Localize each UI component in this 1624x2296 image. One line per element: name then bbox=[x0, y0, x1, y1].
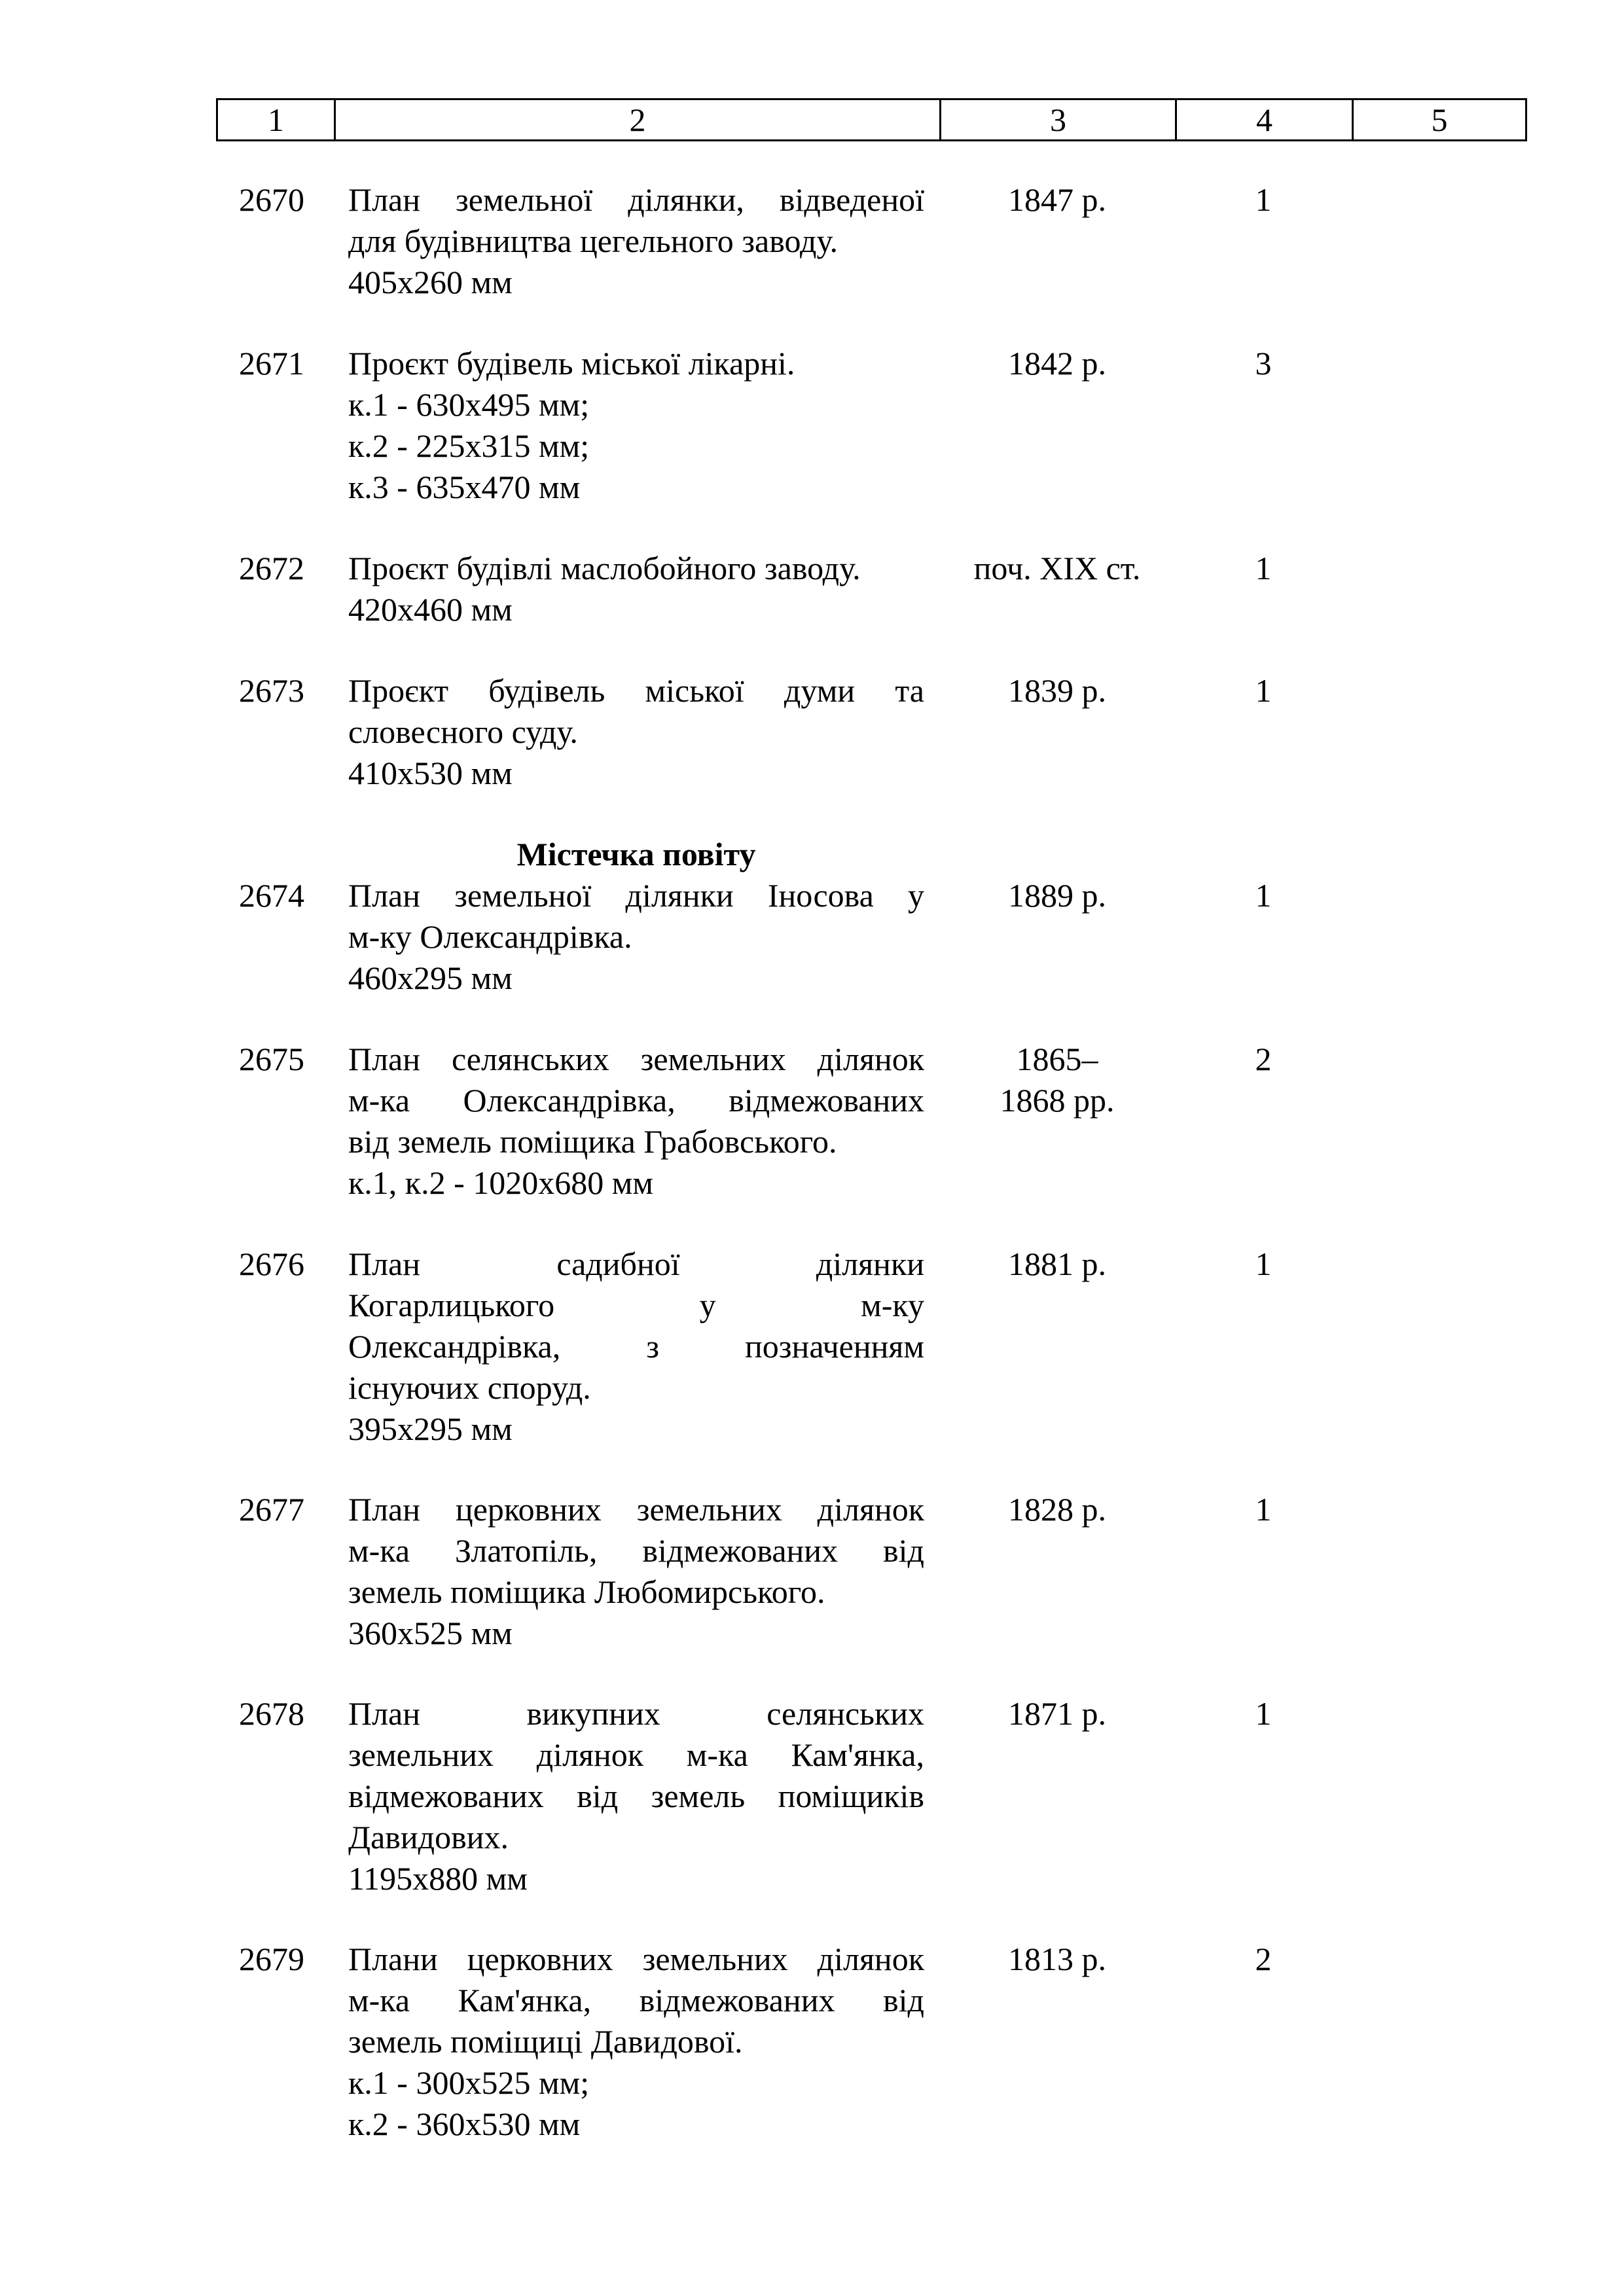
record-description-line: к.1 - 630х495 мм; bbox=[348, 386, 590, 423]
column-header-3: 3 bbox=[941, 99, 1176, 141]
record-date-line: 1813 р. bbox=[1008, 1941, 1106, 1977]
record-description-line: 460х295 мм bbox=[348, 960, 513, 996]
record-quantity: 1 bbox=[1255, 1491, 1272, 1528]
column-header-2: 2 bbox=[335, 99, 941, 141]
record-date bbox=[936, 1939, 1178, 1980]
record-date bbox=[936, 548, 1178, 589]
record-number: 2670 bbox=[239, 181, 304, 218]
section-heading: Містечка повіту bbox=[516, 836, 756, 872]
record-description-line: План садибної ділянки bbox=[348, 1246, 924, 1282]
record-date bbox=[936, 343, 1178, 384]
record-number: 2677 bbox=[239, 1491, 304, 1528]
record-date bbox=[936, 1693, 1178, 1734]
record-description-line: к.1, к.2 - 1020х680 мм bbox=[348, 1164, 654, 1201]
record-number: 2673 bbox=[239, 672, 304, 709]
record-description-line: Проєкт будівель міської лікарні. bbox=[348, 345, 795, 382]
column-header-1: 1 bbox=[217, 99, 335, 141]
record-number: 2674 bbox=[239, 877, 304, 914]
record-description-line: земельних ділянок м-ка Кам'янка, bbox=[348, 1736, 924, 1773]
record-date bbox=[936, 179, 1178, 221]
record-quantity: 2 bbox=[1255, 1041, 1272, 1077]
record-date-line: 1865– bbox=[1016, 1041, 1098, 1077]
record-description-line: План земельної ділянки Іносова у bbox=[348, 877, 924, 914]
record-description-line: Проєкт будівель міської думи та bbox=[348, 672, 924, 709]
record-quantity: 1 bbox=[1255, 181, 1272, 218]
record-description-line: м-ка Олександрівка, відмежованих bbox=[348, 1082, 924, 1119]
record-number: 2672 bbox=[239, 550, 304, 586]
record-description-line: 360х525 мм bbox=[348, 1615, 513, 1651]
record-date-line: 1842 р. bbox=[1008, 345, 1106, 382]
record-quantity: 3 bbox=[1255, 345, 1272, 382]
record-date bbox=[936, 670, 1178, 711]
record-quantity: 1 bbox=[1255, 672, 1272, 709]
record-description-line: Когарлицького у м-ку bbox=[348, 1287, 924, 1323]
record-description bbox=[348, 1489, 924, 1654]
record-date-line: 1828 р. bbox=[1008, 1491, 1106, 1528]
column-header-4: 4 bbox=[1176, 99, 1353, 141]
record-description bbox=[348, 1039, 924, 1204]
record-quantity: 1 bbox=[1255, 1246, 1272, 1282]
record-description-line: к.2 - 225х315 мм; bbox=[348, 427, 590, 464]
record-description-line: м-ку Олександрівка. bbox=[348, 918, 632, 955]
record-number: 2675 bbox=[239, 1041, 304, 1077]
record-quantity: 1 bbox=[1255, 877, 1272, 914]
record-description-line: План церковних земельних ділянок bbox=[348, 1491, 924, 1528]
record-description bbox=[348, 875, 924, 999]
record-date-line: 1881 р. bbox=[1008, 1246, 1106, 1282]
record-description-line: к.2 - 360х530 мм bbox=[348, 2106, 581, 2142]
record-description bbox=[348, 343, 924, 508]
record-description-line: План земельної ділянки, відведеної bbox=[348, 181, 924, 218]
record-description bbox=[348, 179, 924, 303]
record-description-line: к.1 - 300х525 мм; bbox=[348, 2064, 590, 2101]
record-description-line: 405х260 мм bbox=[348, 264, 513, 300]
record-description bbox=[348, 1244, 924, 1450]
record-description bbox=[348, 670, 924, 794]
record-description-line: м-ка Златопіль, відмежованих від bbox=[348, 1532, 924, 1569]
record-description bbox=[348, 1939, 924, 2145]
record-description bbox=[348, 548, 924, 630]
record-description-line: Олександрівка, з позначенням bbox=[348, 1328, 924, 1365]
record-date-line: 1868 рр. bbox=[1000, 1082, 1115, 1119]
record-description-line: 410х530 мм bbox=[348, 755, 513, 791]
record-description-line: Плани церковних земельних ділянок bbox=[348, 1941, 924, 1977]
record-description bbox=[348, 1693, 924, 1899]
record-description-line: 395х295 мм bbox=[348, 1410, 513, 1447]
record-date bbox=[936, 1039, 1178, 1121]
record-date bbox=[936, 1489, 1178, 1530]
record-description-line: існуючих споруд. bbox=[348, 1369, 591, 1406]
record-description-line: к.3 - 635х470 мм bbox=[348, 469, 581, 505]
record-description-line: земель поміщиці Давидової. bbox=[348, 2023, 743, 2060]
record-number: 2671 bbox=[239, 345, 304, 382]
record-description-line: План викупних селянських bbox=[348, 1695, 924, 1732]
record-quantity: 1 bbox=[1255, 550, 1272, 586]
record-number: 2676 bbox=[239, 1246, 304, 1282]
record-description-line: для будівництва цегельного заводу. bbox=[348, 223, 838, 259]
record-description-line: Давидових. bbox=[348, 1819, 509, 1856]
record-description-line: земель поміщика Любомирського. bbox=[348, 1573, 825, 1610]
record-description-line: Проєкт будівлі маслобойного заводу. bbox=[348, 550, 861, 586]
record-quantity: 1 bbox=[1255, 1695, 1272, 1732]
record-date-line: 1889 р. bbox=[1008, 877, 1106, 914]
record-description-line: словесного суду. bbox=[348, 713, 578, 750]
record-quantity: 2 bbox=[1255, 1941, 1272, 1977]
record-date-line: 1871 р. bbox=[1008, 1695, 1106, 1732]
record-date-line: 1839 р. bbox=[1008, 672, 1106, 709]
record-description-line: 1195х880 мм bbox=[348, 1860, 528, 1897]
record-date-line: поч. XIX ст. bbox=[973, 550, 1141, 586]
record-description-line: від земель поміщика Грабовського. bbox=[348, 1123, 837, 1160]
record-date bbox=[936, 1244, 1178, 1285]
record-description-line: План селянських земельних ділянок bbox=[348, 1041, 924, 1077]
record-number: 2678 bbox=[239, 1695, 304, 1732]
record-description-line: відмежованих від земель поміщиків bbox=[348, 1778, 924, 1814]
record-date-line: 1847 р. bbox=[1008, 181, 1106, 218]
column-header-5: 5 bbox=[1353, 99, 1526, 141]
record-description-line: 420х460 мм bbox=[348, 591, 513, 628]
record-date bbox=[936, 875, 1178, 916]
record-description-line: м-ка Кам'янка, відмежованих від bbox=[348, 1982, 924, 2018]
record-number: 2679 bbox=[239, 1941, 304, 1977]
